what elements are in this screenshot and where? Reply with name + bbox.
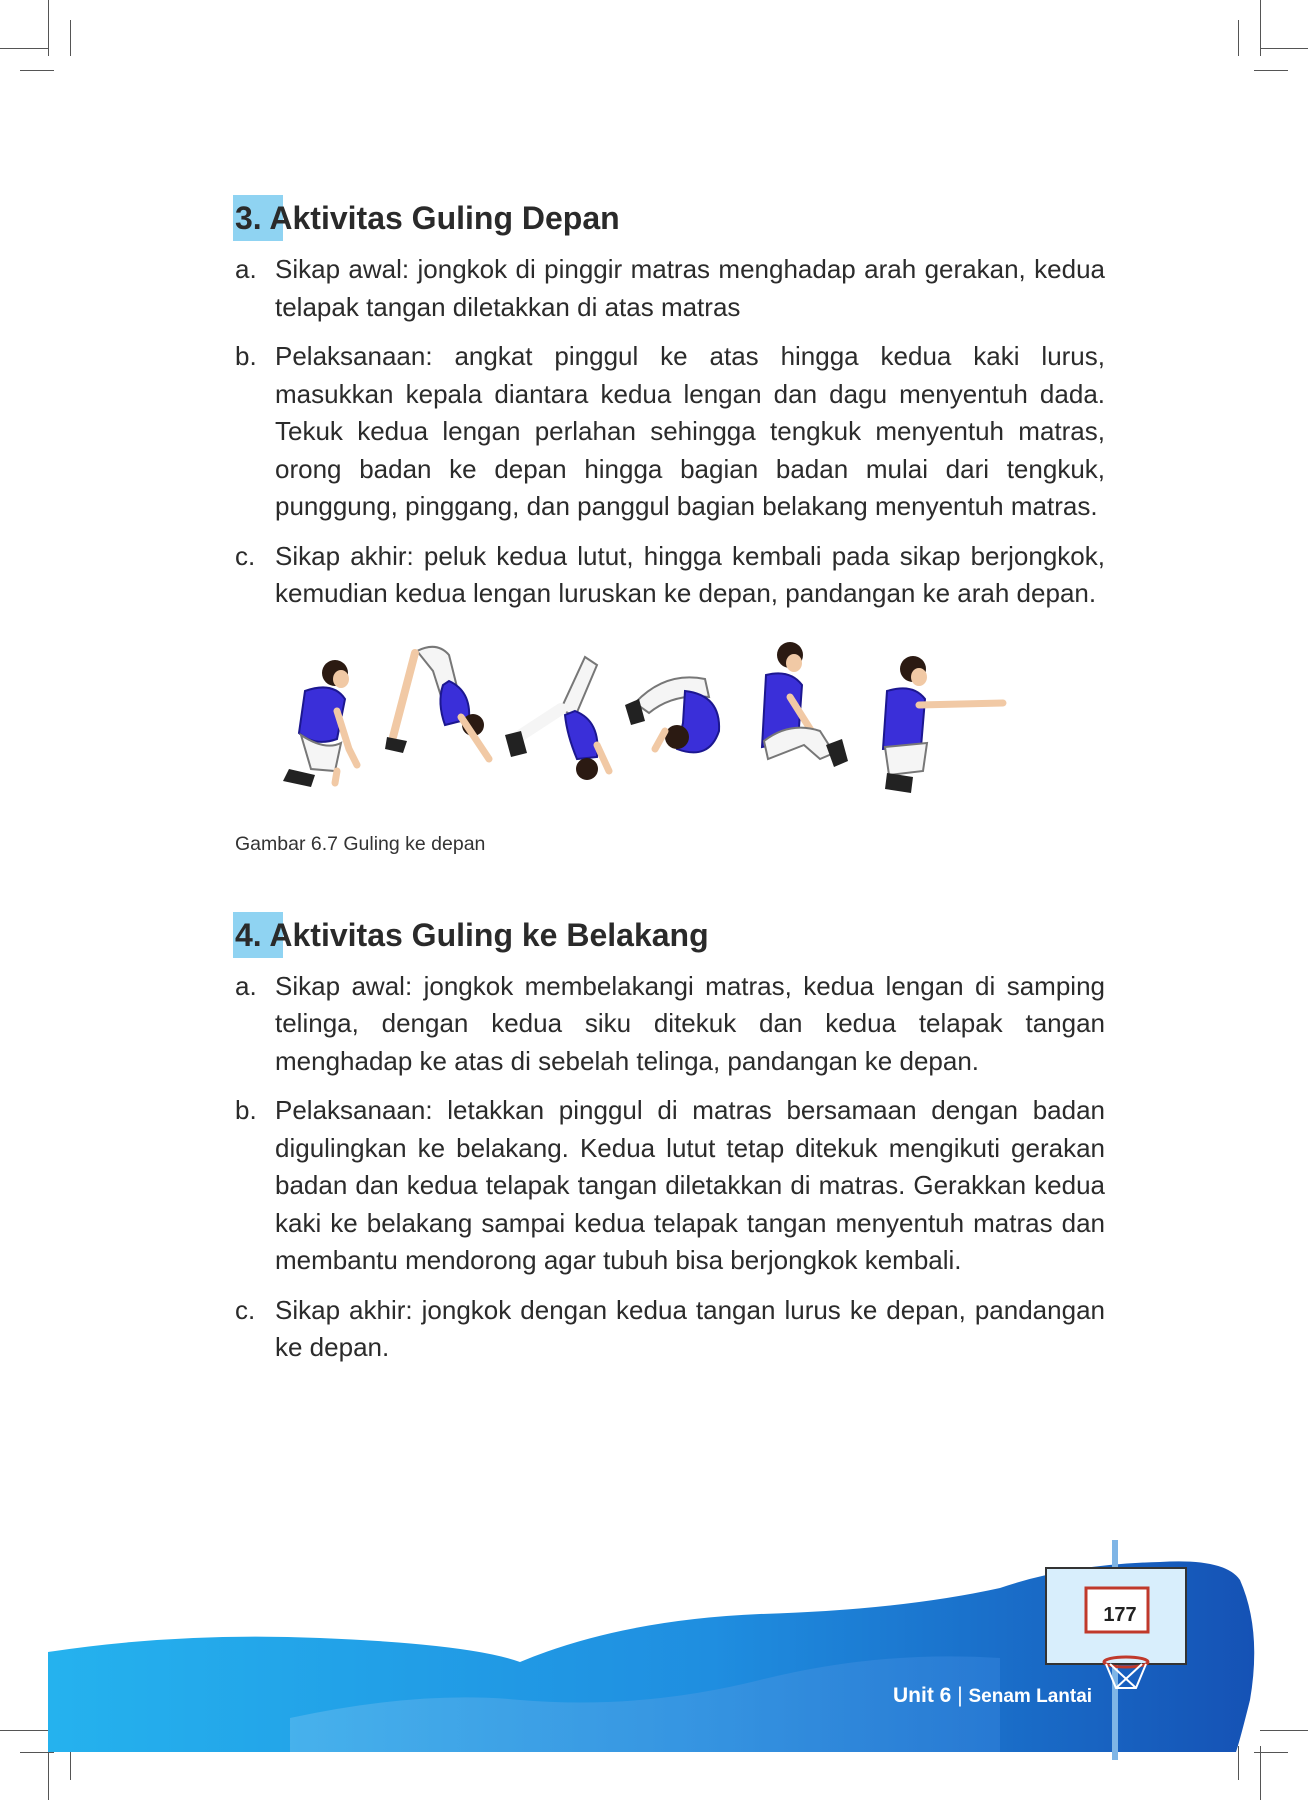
footer-wave [0, 1540, 1308, 1800]
pose-sitting-up [762, 642, 848, 767]
pose-rolling [625, 677, 719, 752]
list-item [235, 251, 1105, 326]
list-item-text: Sikap awal: jongkok membelakangi matras, kedua lengan di samping telinga, dengan kedua siku ditekuk dan kedua telapak tangan menghadap ke atas di sebelah telinga, pandangan ke depan. [275, 970, 1105, 1076]
crop-mark [70, 20, 71, 56]
list-item [235, 338, 1105, 526]
unit-label [893, 1684, 1092, 1708]
unit-separator: | [957, 1684, 963, 1707]
crop-mark [1238, 20, 1239, 56]
list-marker: b. [235, 341, 257, 371]
list-item [235, 1292, 1105, 1367]
list-marker: c. [235, 1294, 256, 1325]
section-3-list [235, 251, 1105, 613]
section-4 [235, 912, 1105, 1367]
pose-pike [385, 646, 489, 758]
unit-subject: Senam Lantai [968, 1686, 1093, 1707]
crop-mark [1260, 48, 1308, 49]
list-item-text: Sikap awal: jongkok di pinggir matras menghadap arah gerakan, kedua telapak tangan diletakkan di atas matras [275, 254, 1105, 322]
figure-caption: Gambar 6.7 Guling ke depan [235, 832, 486, 855]
list-marker: a. [235, 254, 257, 284]
page-number: 177 [1103, 1604, 1137, 1626]
list-item [235, 968, 1105, 1081]
pose-crouch-end [883, 656, 1003, 793]
unit-number: Unit 6 [893, 1684, 952, 1707]
list-item-text: Pelaksanaan: letakkan pinggul di matras bersamaan dengan badan digulingkan ke belakang. Kedua lutut tetap ditekuk mengikuti gerakan badan dan kedua telapak tangan diletakkan di matras. Gerakkan kedua kaki ke belakang sampai kedua telapak tangan menyentuh matras dan membantu mendorong agar tubuh bisa berjongkok kembali. [275, 1095, 1105, 1275]
crop-mark [48, 0, 49, 56]
list-item [235, 1092, 1105, 1280]
crop-mark [0, 48, 48, 49]
section-4-heading [235, 912, 1105, 958]
main-content [235, 195, 1105, 1379]
crop-mark [1254, 70, 1288, 71]
section-3-heading [235, 195, 1105, 241]
section-3-title: Aktivitas Guling Depan [269, 200, 620, 236]
list-item-text: Sikap akhir: jongkok dengan kedua tangan lurus ke depan, pandangan ke depan. [275, 1294, 1105, 1362]
section-4-list [235, 968, 1105, 1367]
pose-crouch-start [283, 660, 357, 787]
list-item-text: Pelaksanaan: angkat pinggul ke atas hingga kedua kaki lurus, masukkan kepala diantara kedua lengan dan dagu menyentuh dada. Tekuk kedua lengan perlahan sehingga tengkuk menyentuh matras, orong badan ke depan hingga bagian badan mulai dari tengkuk, punggung, pinggang, dan panggul bagian belakang menyentuh matras. [275, 341, 1105, 521]
pose-inverted [505, 657, 609, 780]
list-item-text: Sikap akhir: peluk kedua lutut, hingga kembali pada sikap berjongkok, kemudian kedua lengan luruskan ke depan, pandangan ke arah depan. [275, 540, 1105, 608]
section-4-title: Aktivitas Guling ke Belakang [269, 916, 709, 953]
list-marker: b. [235, 1095, 257, 1125]
list-marker: c. [235, 540, 256, 571]
list-marker: a. [235, 970, 257, 1001]
forward-roll-illustration [235, 641, 1105, 821]
section-3-number: 3. [235, 200, 262, 236]
list-item [235, 538, 1105, 613]
crop-mark [20, 70, 54, 71]
forward-roll-sequence [235, 641, 1105, 821]
section-4-number: 4. [235, 916, 262, 953]
